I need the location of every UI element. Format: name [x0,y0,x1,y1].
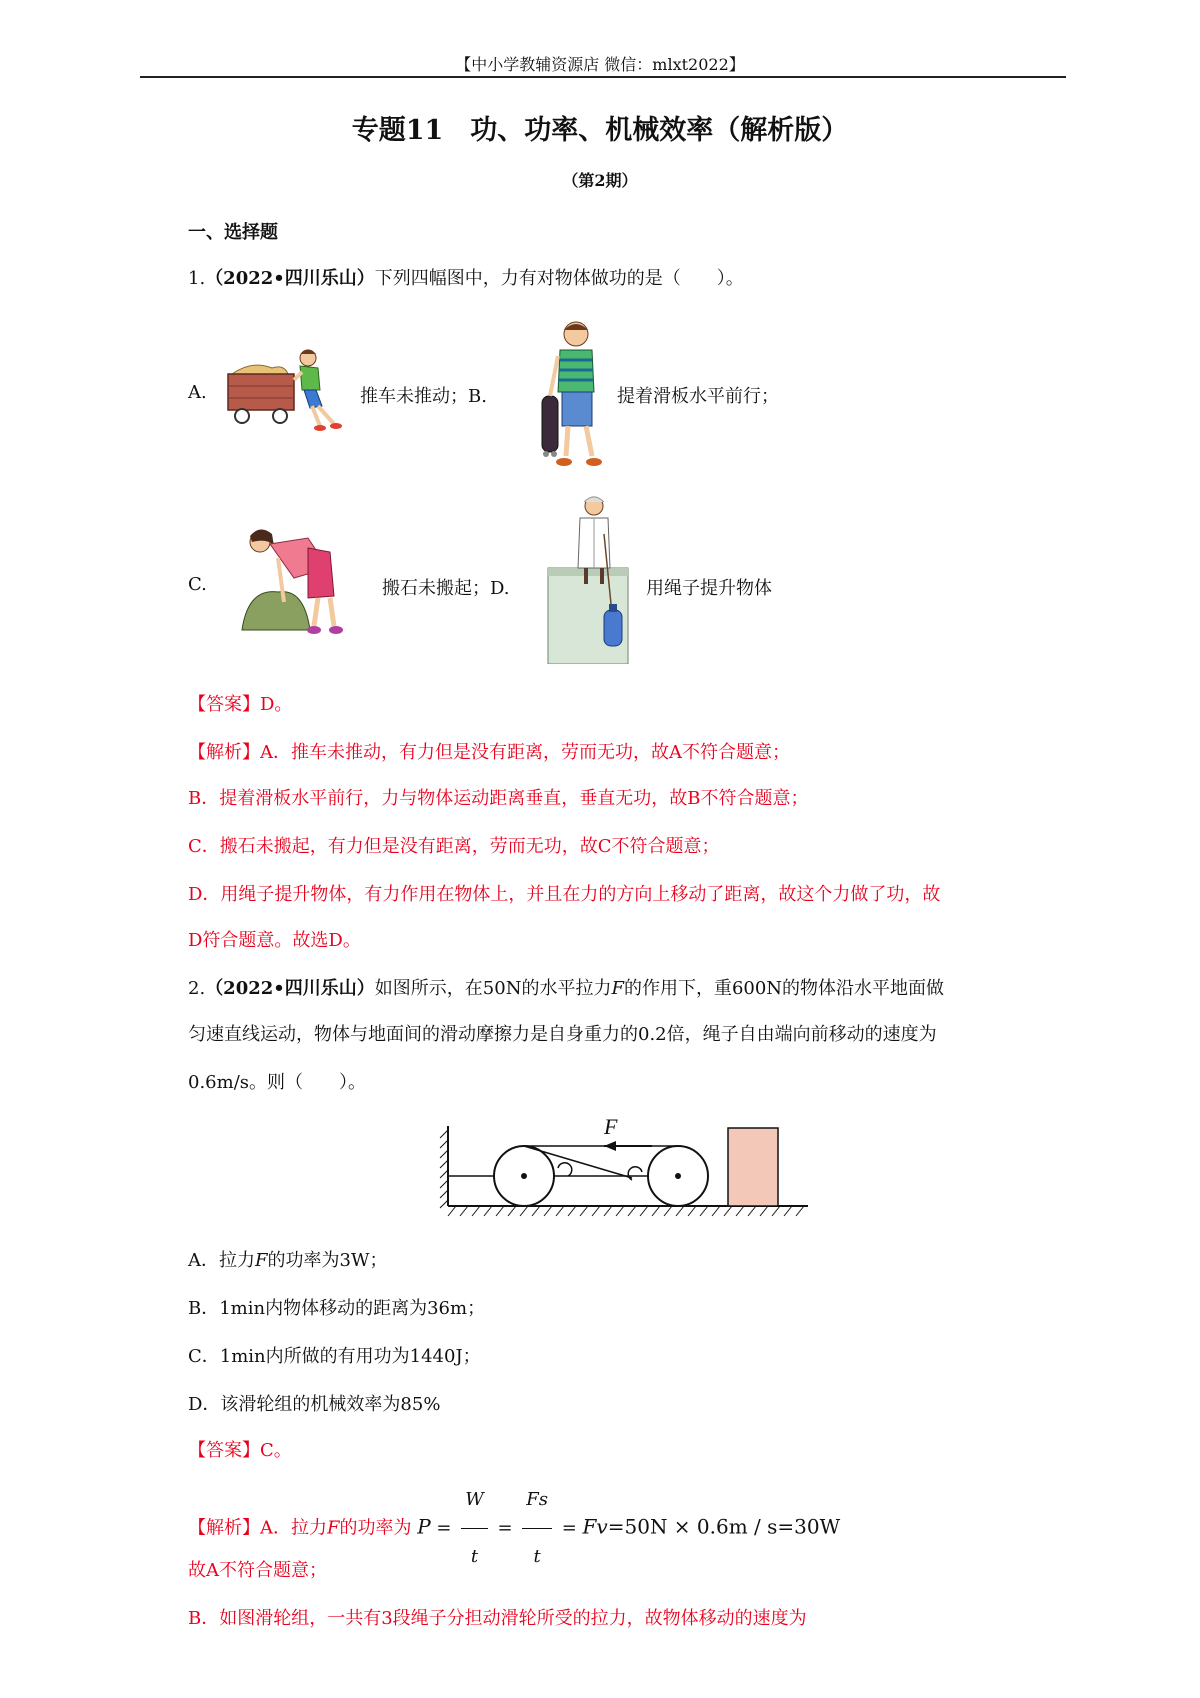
page-subtitle: （第2期） [562,171,638,190]
q1-analysis-d-line1: D．用绳子提升物体，有力作用在物体上，并且在力的方向上移动了距离，故这个力做了功，故 [188,884,941,905]
q2-answer-value: C。 [260,1440,292,1461]
eq-denominator-t: t [533,1546,541,1567]
q2-number: 2. [188,978,206,999]
q2-source: （2022•四川乐山） [205,978,375,999]
q2-option-a-part: 的功率为3W； [267,1250,388,1271]
q1-analysis-b: B．提着滑板水平前行，力与物体运动距离垂直，垂直无功，故B不符合题意； [188,788,809,809]
q2-analysis-a-conclusion: 故A不符合题意； [188,1560,327,1581]
q1-option-d-text: 用绳子提升物体 [646,578,772,599]
q2-option-a-part: A．拉力 [188,1250,255,1271]
q1-source: （2022•四川乐山） [205,268,375,289]
q1-number: 1. [188,268,206,289]
pulley-diagram [438,1108,812,1222]
eq-equals: = [556,1517,583,1539]
q1-answer-value: D。 [260,694,293,715]
q2-stem-line1 [188,974,944,1000]
q1-answer-tag: 【答案】 [188,694,260,715]
q1-stem [188,264,744,290]
q2-stem-line2: 匀速直线运动，物体与地面间的滑动摩擦力是自身重力的0.2倍，绳子自由端向前移动的速度为 [188,1024,937,1045]
q2-force-symbol: F [611,978,624,999]
q1-analysis-tag: 【解析】 [188,742,260,763]
q1-text: 下列四幅图中，力有对物体做功的是（ ）。 [374,268,744,289]
q1-analysis-a-text: A．推车未推动，有力但是没有距离，劳而无功，故A不符合题意； [260,742,790,763]
force-label: F [604,1114,618,1139]
page-header: 【中小学教辅资源店 微信：mlxt2022】 [455,55,745,74]
section-heading: 一、选择题 [188,222,278,243]
q1-option-c-label: C. [188,574,207,595]
eq-fraction-fs-over-t [522,1472,552,1585]
eq-equals: = [491,1517,519,1539]
rope-lift-illustration [546,494,630,664]
eq-numerator-w: W [461,1472,488,1529]
q2-analysis-a-force: F [327,1517,340,1539]
q1-analysis-a [188,738,790,764]
q2-option-d: D．该滑轮组的机械效率为85% [188,1394,441,1415]
block-object [728,1128,778,1206]
q1-option-a-label: A. [188,382,207,403]
q2-analysis-tag: 【解析】 [188,1517,260,1539]
eq-result: =50N × 0.6m / s=30W [607,1514,841,1539]
q2-option-b: B．1min内物体移动的距离为36m； [188,1298,486,1319]
q2-answer [188,1436,292,1462]
q2-analysis-b: B．如图滑轮组，一共有3段绳子分担动滑轮所受的拉力，故物体移动的速度为 [188,1608,807,1629]
q2-analysis-a-part: 的功率为 [339,1517,412,1539]
q2-option-a-force: F [255,1250,268,1271]
q1-answer [188,690,292,716]
eq-fraction-w-over-t [461,1472,488,1585]
q1-analysis-c: C．搬石未搬起，有力但是没有距离，劳而无功，故C不符合题意； [188,836,720,857]
eq-numerator-fs: Fs [522,1472,552,1529]
header-divider [140,76,1066,78]
eq-power-symbol: P [417,1514,431,1539]
q1-option-b-text: 提着滑板水平前行； [617,386,779,407]
hook-left [558,1163,572,1176]
eq-fv: Fv [582,1514,608,1539]
force-arrow-head [604,1141,616,1151]
q2-stem-line3: 0.6m/s。则（ ）。 [188,1072,366,1093]
cart-push-illustration [222,346,352,436]
eq-equals: = [430,1517,458,1539]
hook-right [628,1167,642,1180]
q1-option-c-text: 搬石未搬起；D. [382,578,510,599]
q2-answer-tag: 【答案】 [188,1440,260,1461]
q2-option-a [188,1246,387,1272]
skateboard-carry-illustration [538,316,614,476]
q2-stem-part: 如图所示，在50N的水平拉力 [374,978,612,999]
q1-option-a-text: 推车未推动；B. [360,386,487,407]
q1-analysis-d-line2: D符合题意。故选D。 [188,930,361,951]
page-title: 专题11 功、功率、机械效率（解析版） [351,115,849,146]
q2-option-c: C．1min内所做的有用功为1440J； [188,1346,481,1367]
rock-lift-illustration [238,518,358,638]
eq-denominator-t: t [470,1546,479,1567]
q2-stem-part: 的作用下，重600N的物体沿水平地面做 [623,978,945,999]
q2-analysis-a-part: A．拉力 [260,1517,327,1539]
